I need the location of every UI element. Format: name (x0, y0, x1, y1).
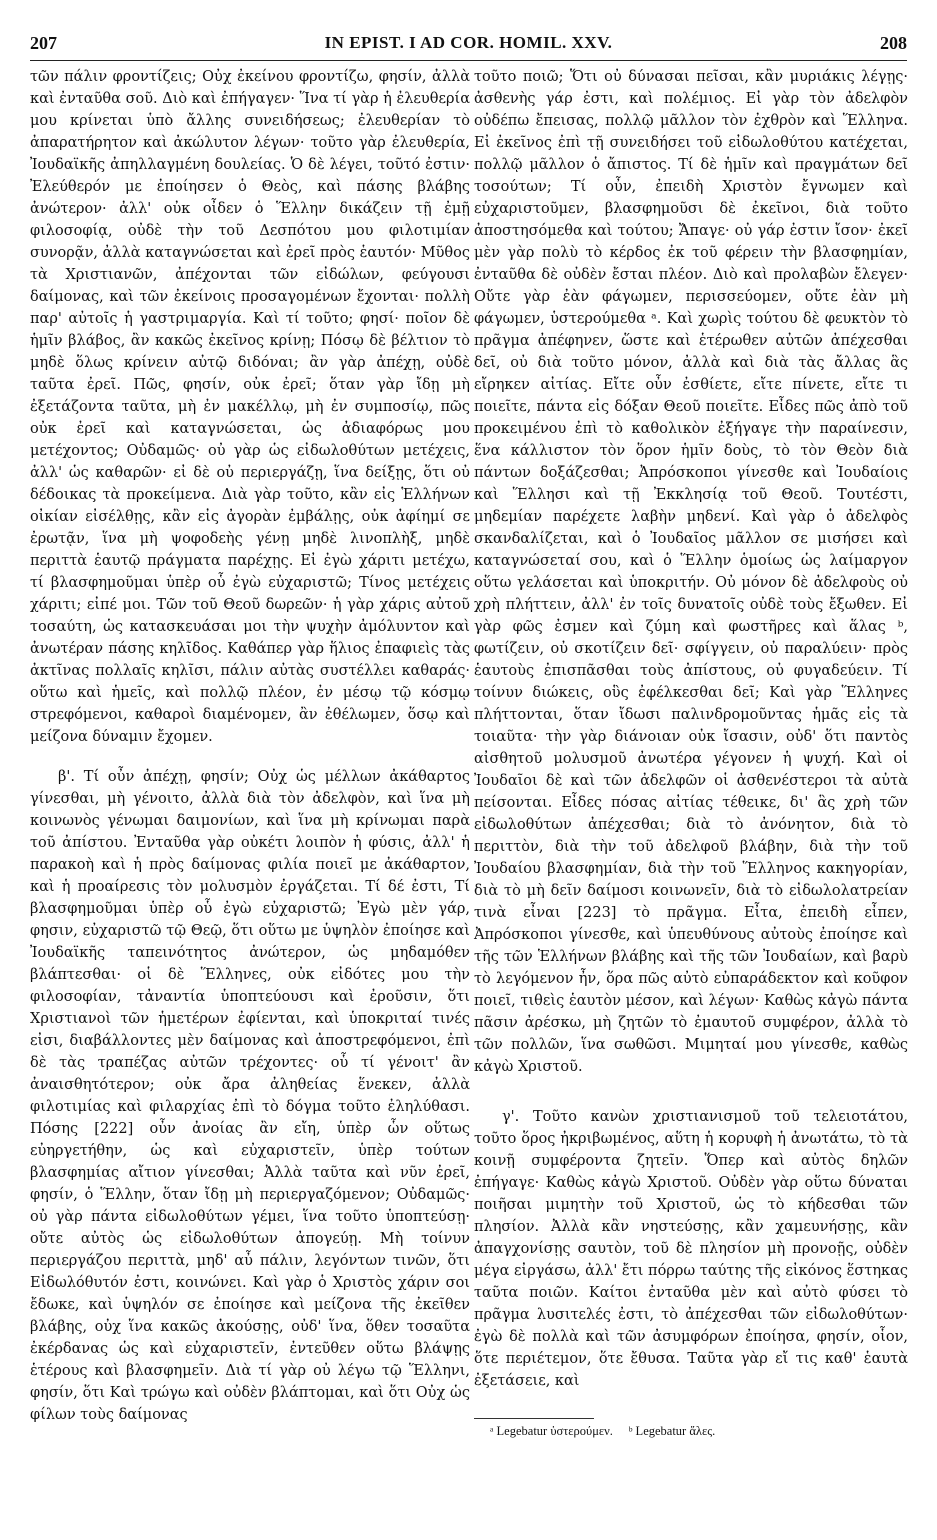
page-number-left: 207 (30, 33, 57, 53)
right-column (474, 66, 908, 1392)
section-gap (30, 748, 470, 766)
right-paragraph-1: τοῦτο ποιῶ; Ὅτι οὐ δύνασαι πεῖσαι, κἂν μυριάκις λέγῃς· ἀσθενὴς γάρ ἐστι, καὶ πολέμιος. Εἰ γὰρ τὸν ἀδελφὸν οὐδέπω ἔπεισας, πολλῷ μᾶλλον τὸν ἐχθρὸν καὶ Ἕλληνα. Εἰ ἐκεῖνος ἐπὶ τῇ συνειδήσει τοῦ εἰδωλοθύτου κατέχεται, πολλῷ μᾶλλον ὁ ἄπιστος. Τί δὲ ἡμῖν καὶ πραγμάτων δεῖ τοσούτων; Τί οὖν, ἐπειδὴ Χριστὸν ἔγνωμεν καὶ εὐχαριστοῦμεν, βλασφημοῦσι δὲ ἐκεῖνοι, διὰ τοῦτο ἀποστησόμεθα καὶ τούτου; Ἄπαγε· οὐ γάρ ἐστιν ἴσον· ἐκεῖ μὲν γὰρ πολὺ τὸ κέρδος ἐκ τοῦ φέρειν τὴν βλασφημίαν, ἐνταῦθα δὲ οὐδὲν ἔσται πλέον. Διὸ καὶ προλαβὼν ἔλεγεν· Οὔτε γὰρ ἐὰν φάγωμεν, περισσεύομεν, οὔτε ἐὰν μὴ φάγωμεν, ὑστερούμεθα ᵃ. Καὶ χωρὶς τούτου δὲ φευκτὸν τὸ πρᾶγμα ἀπέφηνεν, ὥστε καὶ ἑτέρωθεν αὐτῶν ἀπέχεσθαι δεῖ, οὐ διὰ τοῦτο μόνον, ἀλλὰ καὶ διὰ τὰς ἄλλας ἃς εἴρηκεν αἰτίας. Εἴτε οὖν ἐσθίετε, εἴτε πίνετε, εἴτε τι ποιεῖτε, πάντα εἰς δόξαν Θεοῦ ποιεῖτε. Εἶδες πῶς ἀπὸ τοῦ προκειμένου ἐπὶ τὸ καθολικὸν ἐξήγαγε τὴν παραίνεσιν, ἕνα κάλλιστον τὸν ὅρον ἡμῖν δοὺς, τὸ τὸν Θεὸν διὰ πάντων δοξάζεσθαι; Ἀπρόσκοποι γίνεσθε καὶ Ἰουδαίοις καὶ Ἕλλησι καὶ τῇ Ἐκκλησίᾳ τοῦ Θεοῦ. Τουτέστι, μηδεμίαν παρέχετε λαβὴν μηδενί. Καὶ γὰρ ὁ ἀδελφὸς σκανδαλίζεται, καὶ ὁ Ἰουδαῖος μᾶλλον σε μισήσει καὶ καταγνώσεταί σου, καὶ ὁ Ἕλλην ὁμοίως ὡς λαίμαργον οὕτω γελάσεται καὶ ὑποκριτήν. Οὐ μόνον δὲ ἀδελφοὺς οὐ χρὴ πλήττειν, ἀλλ' ἐν τοῖς δυνατοῖς οὐδὲ τοὺς ἔξωθεν. Εἰ γὰρ φῶς ἐσμεν καὶ ζύμη καὶ φωστῆρες καὶ ἅλας ᵇ, φωτίζειν, οὐ σκοτίζειν δεῖ· σφίγγειν, οὐ παραλύειν· πρὸς ἑαυτοὺς ἐπισπᾶσθαι τοὺς ἀπίστους, οὐ φυγαδεύειν. Τί τοίνυν διώκεις, οὓς ἐφέλκεσθαι δεῖ; Καὶ γὰρ Ἕλληνες πλήττονται, ὅταν ἴδωσι παλινδρομοῦντας ἡμᾶς εἰς τὰ τοιαῦτα· τὴν γὰρ διάνοιαν οὐκ ἴσασιν, οὐδ' ὅτι παντὸς αἰσθητοῦ μολυσμοῦ ἀνωτέρα γέγονεν ἡ ψυχή. Καὶ οἱ Ἰουδαῖοι δὲ καὶ τῶν ἀδελφῶν οἱ ἀσθενέστεροι τὰ αὐτὰ πείσονται. Εἶδες πόσας αἰτίας τέθεικε, δι' ἃς χρὴ τῶν εἰδωλοθύτων ἀπέχεσθαι; διὰ τὸ ἀνόνητον, διὰ τὸ περιττὸν, διὰ τὴν τοῦ ἀδελφοῦ βλάβην, διὰ τὴν τοῦ Ἰουδαίου βλασφημίαν, διὰ τὴν τοῦ Ἕλληνος κακηγορίαν, διὰ τὸ μὴ δεῖν δαίμοσι κοινωνεῖν, διὰ τὸ εἰδωλολατρείαν τινὰ εἶναι [223] τὸ πρᾶγμα. Εἶτα, ἐπειδὴ εἶπεν, Ἀπρόσκοποι γίνεσθε, καὶ ὑπευθύνους αὐτοὺς ἐποίησε καὶ τῆς τῶν Ἑλλήνων βλάβης καὶ τῆς τῶν Ἰουδαίων, καὶ βαρὺ τὸ λεγόμενον ἦν, ὅρα πῶς αὐτὸ εὐπαράδεκτον καὶ κοῦφον ποιεῖ, τιθεὶς ἑαυτὸν μέσον, καὶ λέγων· Καθὼς κἀγὼ πάντα πᾶσιν ἀρέσκω, μὴ ζητῶν τὸ ἐμαυτοῦ συμφέρον, ἀλλὰ τὸ τῶν πολλῶν, ἵνα σωθῶσι. Μιμηταί μου γίνεσθε, καθὼς κἀγὼ Χριστοῦ. (474, 69, 908, 1075)
left-column (30, 66, 470, 1426)
footnote-b: ᵇ Legebatur ἅλες. (628, 1424, 716, 1438)
running-title: IN EPIST. I AD COR. HOMIL. XXV. (324, 33, 613, 52)
header-rule (30, 60, 907, 61)
left-paragraph-1: τῶν πάλιν φροντίζεις; Οὐχ ἐκείνου φροντίζω, φησίν, ἀλλὰ καὶ ἐνταῦθα σοῦ. Διὸ καὶ ἐπήγαγεν· Ἵνα τί γὰρ ἡ ἐλευθερία μου κρίνεται ὑπὸ ἄλλης συνειδήσεως; ἐλευθερίαν τὸ ἀπαρατήρητον καὶ ἀκώλυτον λέγων· τοῦτο γὰρ ἐλευθερία, Ἰουδαϊκῆς ἀπηλλαγμένη δουλείας. Ὁ δὲ λέγει, τοῦτό ἐστιν· Ἐλεύθερόν με ἐποίησεν ὁ Θεὸς, καὶ πάσης βλάβης ἀνώτερον· ἀλλ' οὐκ οἶδεν ὁ Ἕλλην δικάζειν τῇ ἐμῇ φιλοσοφίᾳ, οὐδὲ τὴν τοῦ Δεσπότου μου φιλοτιμίαν συνορᾷν, ἀλλὰ καταγνώσεται καὶ ἐρεῖ πρὸς ἑαυτόν· Μῦθος τὰ Χριστιανῶν, ἀπέχονται τῶν εἰδώλων, φεύγουσι δαίμονας, καὶ τῶν ἐκείνοις προσαγομένων ἔχονται· πολλὴ παρ' αὐτοῖς ἡ γαστριμαργία. Καὶ τί τοῦτο; φησί· ποῖον δὲ ἡμῖν βλάβος, ἂν κακῶς ἐκεῖνος κρίνῃ; Πόσῳ δὲ βέλτιον τὸ μηδὲ ὅλως κρίνειν αὐτῷ διδόναι; ἂν γὰρ ἀπέχῃ, οὐδὲ ταῦτα ἐρεῖ. Πῶς, φησίν, οὐκ ἐρεῖ; ὅταν γὰρ ἴδῃ μὴ ἐξετάζοντα ταῦτα, μὴ ἐν μακέλλῳ, μὴ ἐν συμποσίῳ, πῶς οὐκ ἐρεῖ καὶ καταγνώσεται, ὡς ἀδιαφόρως μου μετέχοντος; Οὐδαμῶς· οὐ γὰρ ὡς εἰδωλοθύτων μετέχεις, ἀλλ' ὡς καθαρῶν· εἰ δὲ οὐ περιεργάζῃ, ἵνα δείξῃς, ὅτι οὐ δέδοικας τὰ προκείμενα. Διὰ γὰρ τοῦτο, κἂν εἰς Ἑλλήνων οἰκίαν εἰσέλθῃς, κἂν εἰς ἀγορὰν ἐμβάλῃς, οὐκ ἀφίημί σε ἐρωτᾷν, ἵνα μὴ ψοφοδεὴς γένῃ μηδὲ λινοπλὴξ, μηδὲ περιττὰ ἑαυτῷ πράγματα παρέχῃς. Εἰ ἐγὼ χάριτι μετέχω, τί βλασφημοῦμαι ὑπὲρ οὗ ἐγὼ εὐχαριστῶ; Τίνος μετέχεις χάριτι; εἰπέ μοι. Τῶν τοῦ Θεοῦ δωρεῶν· ἡ γὰρ χάρις αὐτοῦ τοσαύτη, ὡς κατασκευάσαι μοι τὴν ψυχὴν ἀμόλυντον καὶ ἀνωτέραν πάσης κηλῖδος. Καθάπερ γὰρ ἥλιος ἐπαφιεὶς τὰς ἀκτῖνας πολλαῖς κηλῖσι, πάλιν αὐτὰς συστέλλει καθαράς· οὕτω καὶ ἡμεῖς, καὶ πολλῷ πλέον, ἐν μέσῳ τῷ κόσμῳ στρεφόμενοι, καθαροὶ διαμένομεν, ἂν ἐθέλωμεν, ὅσῳ καὶ μείζονα δύναμιν ἔχομεν. (30, 69, 470, 745)
page-number-right: 208 (880, 33, 907, 53)
footnotes (490, 1422, 910, 1440)
right-paragraph-2: γ'. Τοῦτο κανὼν χριστιανισμοῦ τοῦ τελειοτάτου, τοῦτο ὅρος ἠκριβωμένος, αὕτη ἡ κορυφὴ ἡ ἀνωτάτω, τὸ τὰ κοινῇ συμφέροντα ζητεῖν. Ὅπερ καὶ αὐτὸς δηλῶν ἐπήγαγε· Καθὼς κἀγὼ Χριστοῦ. Οὐδὲν γὰρ οὕτω δύναται ποιῆσαι μιμητὴν τοῦ Χριστοῦ, ὡς τὸ κήδεσθαι τῶν πλησίον. Ἀλλὰ κἂν νηστεύσῃς, κἂν χαμευνήσῃς, κἂν ἀπαγχονίσῃς σαυτὸν, τοῦ δὲ πλησίον μὴ προνοῇς, οὐδὲν μέγα εἰργάσω, ἀλλ' ἔτι πόρρω ταύτης τῆς εἰκόνος ἕστηκας ταῦτα ποιῶν. Καίτοι ἐνταῦθα μὲν καὶ αὐτὸ φύσει τὸ πρᾶγμα λυσιτελές ἐστι, τὸ ἀπέχεσθαι τῶν εἰδωλοθύτων· ἐγὼ δὲ πολλὰ καὶ τῶν ἀσυμφόρων ἐποίησα, φησίν, οἷον, ὅτε περιέτεμον, ὅτε ἔθυσα. Ταῦτα γὰρ εἴ τις καθ' ἑαυτὰ ἐξετάσειε, καὶ (474, 1109, 908, 1389)
left-paragraph-2: β'. Τί οὖν ἀπέχῃ, φησίν; Οὐχ ὡς μέλλων ἀκάθαρτος γίνεσθαι, μὴ γένοιτο, ἀλλὰ διὰ τὸν ἀδελφὸν, καὶ ἵνα μὴ κοινωνὸς γένωμαι δαιμονίων, καὶ ἵνα μὴ κρίνωμαι παρὰ τοῦ ἀπίστου. Ἐνταῦθα γὰρ οὐκέτι λοιπὸν ἡ φύσις, ἀλλ' ἡ παρακοὴ καὶ ἡ πρὸς δαίμονας φιλία ποιεῖ με ἀκάθαρτον, καὶ ἡ προαίρεσις τὸν μολυσμὸν ἐργάζεται. Τί δέ ἐστι, Τί βλασφημοῦμαι ὑπὲρ οὗ ἐγὼ εὐχαριστῶ; Ἐγὼ μὲν γάρ, φησιν, εὐχαριστῶ τῷ Θεῷ, ὅτι οὕτω με ὑψηλὸν ἐποίησε καὶ Ἰουδαϊκῆς ταπεινότητος ἀνώτερον, ὡς μηδαμόθεν βλάπτεσθαι· οἱ δὲ Ἕλληνες, οὐκ εἰδότες μου τὴν φιλοσοφίαν, τἀναντία ὑποπτεύουσι καὶ ἐροῦσιν, ὅτι Χριστιανοὶ τῶν ἡμετέρων ἐφίενται, καὶ ὑποκριταί τινές εἰσι, διαβάλλοντες μὲν δαίμονας καὶ ἀποστρεφόμενοι, ἐπὶ δὲ τὰς τραπέζας αὐτῶν τρέχοντες· οὗ τί γένοιτ' ἂν ἀναισθητότερον; οὐκ ἄρα ἀληθείας ἕνεκεν, ἀλλὰ φιλοτιμίας καὶ φιλαρχίας ἐπὶ τὸ δόγμα τοῦτο ἐληλύθασι. Πόσης [222] οὖν ἀνοίας ἂν εἴη, ὑπὲρ ὧν οὕτως εὐηργετήθην, ὡς καὶ εὐχαριστεῖν, ὑπὲρ τούτων βλασφημίας αἴτιον γίνεσθαι; Ἀλλὰ ταῦτα καὶ νῦν ἐρεῖ, φησίν, ὁ Ἕλλην, ὅταν ἴδῃ μὴ περιεργαζόμενον; Οὐδαμῶς· οὐ γὰρ πάντα εἰδωλοθύτων γέμει, ἵνα τοῦτο ὑποπτεύσῃ· οὔτε αὐτὸς ὡς εἰδωλοθύτων ἀπογεύῃ. Μὴ τοίνυν περιεργάζου περιττὰ, μηδ' αὖ πάλιν, λεγόντων τινῶν, ὅτι Εἰδωλόθυτόν ἐστι, κοινώνει. Καὶ γὰρ ὁ Χριστὸς χάριν σοι ἔδωκε, καὶ ὑψηλόν σε ἐποίησε καὶ μείζονα τῆς ἐκεῖθεν βλάβης, οὐχ ἵνα κακῶς ἀκούσῃς, οὐδ' ἵνα, ὅθεν τοσαῦτα ἐκέρδανας ὡς καὶ εὐχαριστεῖν, ἐντεῦθεν οὕτω βλάψῃς ἑτέρους καὶ βλασφημεῖν. Διὰ τί γὰρ οὐ λέγω τῷ Ἕλληνι, φησίν, ὅτι Καὶ τρώγω καὶ οὐδὲν βλάπτομαι, καὶ ὅτι Οὐχ ὡς φίλων τοὺς δαίμονας (30, 769, 470, 1423)
section-gap (474, 1078, 908, 1106)
page-header (30, 33, 907, 55)
footnote-rule (474, 1418, 594, 1419)
footnote-a: ᵃ Legebatur ὑστερούμεν. (490, 1424, 613, 1438)
